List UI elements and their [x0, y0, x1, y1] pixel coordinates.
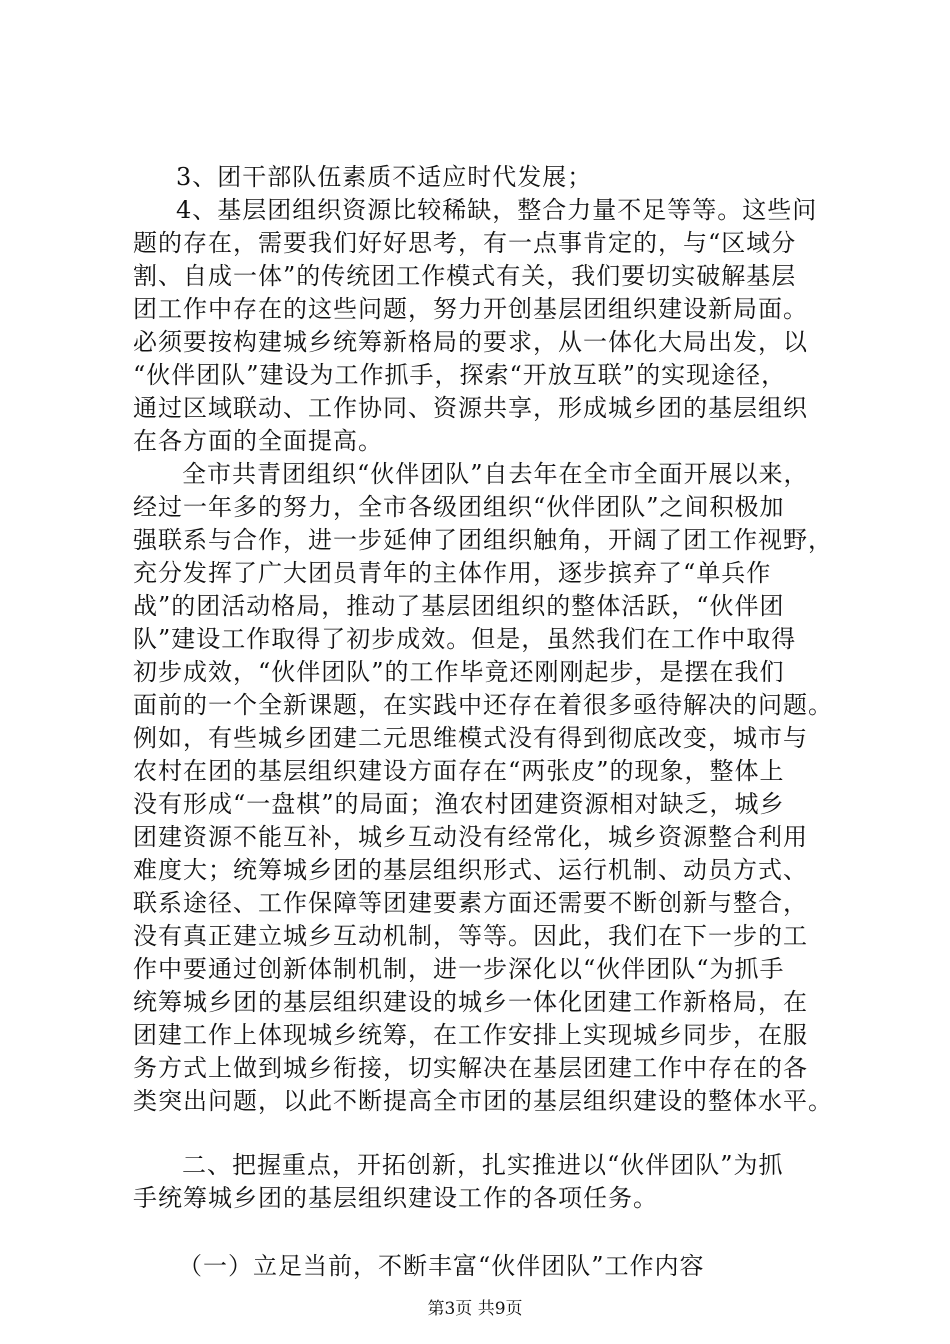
paragraph-line: 没有形成“一盘棋”的局面；渔农村团建资源相对缺乏，城乡 [133, 790, 785, 818]
section-heading-line: 手统筹城乡团的基层组织建设工作的各项任务。 [133, 1184, 658, 1212]
paragraph-line: 经过一年多的努力，全市各级团组织“伙伴团队”之间积极加 [133, 493, 785, 521]
paragraph-line: 3、团干部队伍素质不适应时代发展； [176, 163, 593, 191]
paragraph-line: 强联系与合作，进一步延伸了团组织触角，开阔了团工作视野， [133, 526, 833, 554]
paragraph-line: 例如，有些城乡团建二元思维模式没有得到彻底改变，城市与 [133, 724, 808, 752]
paragraph-line: 没有真正建立城乡互动机制，等等。因此，我们在下一步的工 [133, 922, 808, 950]
paragraph-line: 全市共青团组织“伙伴团队”自去年在全市全面开展以来， [182, 460, 809, 488]
paragraph-line: 通过区域联动、工作协同、资源共享，形成城乡团的基层组织 [133, 394, 808, 422]
subsection-heading: （一）立足当前，不断丰富“伙伴团队”工作内容 [178, 1252, 705, 1280]
paragraph-line: “伙伴团队”建设为工作抓手，探索“开放互联”的实现途径， [133, 361, 787, 389]
paragraph-line: 联系途径、工作保障等团建要素方面还需要不断创新与整合， [133, 889, 808, 917]
paragraph-line: 团建资源不能互补，城乡互动没有经常化，城乡资源整合利用 [133, 823, 808, 851]
paragraph-line: 题的存在，需要我们好好思考，有一点事肯定的，与“区域分 [133, 229, 797, 257]
paragraph-line: 难度大；统筹城乡团的基层组织形式、运行机制、动员方式、 [133, 856, 808, 884]
section-heading-line: 二、把握重点，开拓创新，扎实推进以“伙伴团队”为抓 [182, 1151, 784, 1179]
paragraph-line: 在各方面的全面提高。 [133, 427, 383, 455]
paragraph-line: 面前的一个全新课题，在实践中还存在着很多亟待解决的问题。 [133, 691, 833, 719]
paragraph-line: 农村在团的基层组织建设方面存在“两张皮”的现象，整体上 [133, 757, 785, 785]
page-footer: 第3页 共9页 [427, 1299, 523, 1319]
paragraph-line: 充分发挥了广大团员青年的主体作用，逐步摈弃了“单兵作 [133, 559, 772, 587]
paragraph-line: 作中要通过创新体制机制，进一步深化以“伙伴团队“为抓手 [133, 955, 785, 983]
paragraph-line: 团建工作上体现城乡统筹，在工作安排上实现城乡同步，在服 [133, 1021, 808, 1049]
paragraph-line: 战”的团活动格局，推动了基层团组织的整体活跃，“伙伴团 [133, 592, 785, 620]
paragraph-line: 队”建设工作取得了初步成效。但是，虽然我们在工作中取得 [133, 625, 797, 653]
paragraph-line: 初步成效，“伙伴团队”的工作毕竟还刚刚起步，是摆在我们 [133, 658, 785, 686]
paragraph-line: 团工作中存在的这些问题，努力开创基层团组织建设新局面。 [133, 295, 808, 323]
paragraph-line: 类突出问题，以此不断提高全市团的基层组织建设的整体水平。 [133, 1087, 833, 1115]
paragraph-line: 务方式上做到城乡衔接，切实解决在基层团建工作中存在的各 [133, 1054, 808, 1082]
paragraph-line: 统筹城乡团的基层组织建设的城乡一体化团建工作新格局，在 [133, 988, 808, 1016]
paragraph-line: 4、基层团组织资源比较稀缺，整合力量不足等等。这些问 [176, 196, 818, 224]
paragraph-line: 割、自成一体”的传统团工作模式有关，我们要切实破解基层 [133, 262, 797, 290]
paragraph-line: 必须要按构建城乡统筹新格局的要求，从一体化大局出发，以 [133, 328, 808, 356]
